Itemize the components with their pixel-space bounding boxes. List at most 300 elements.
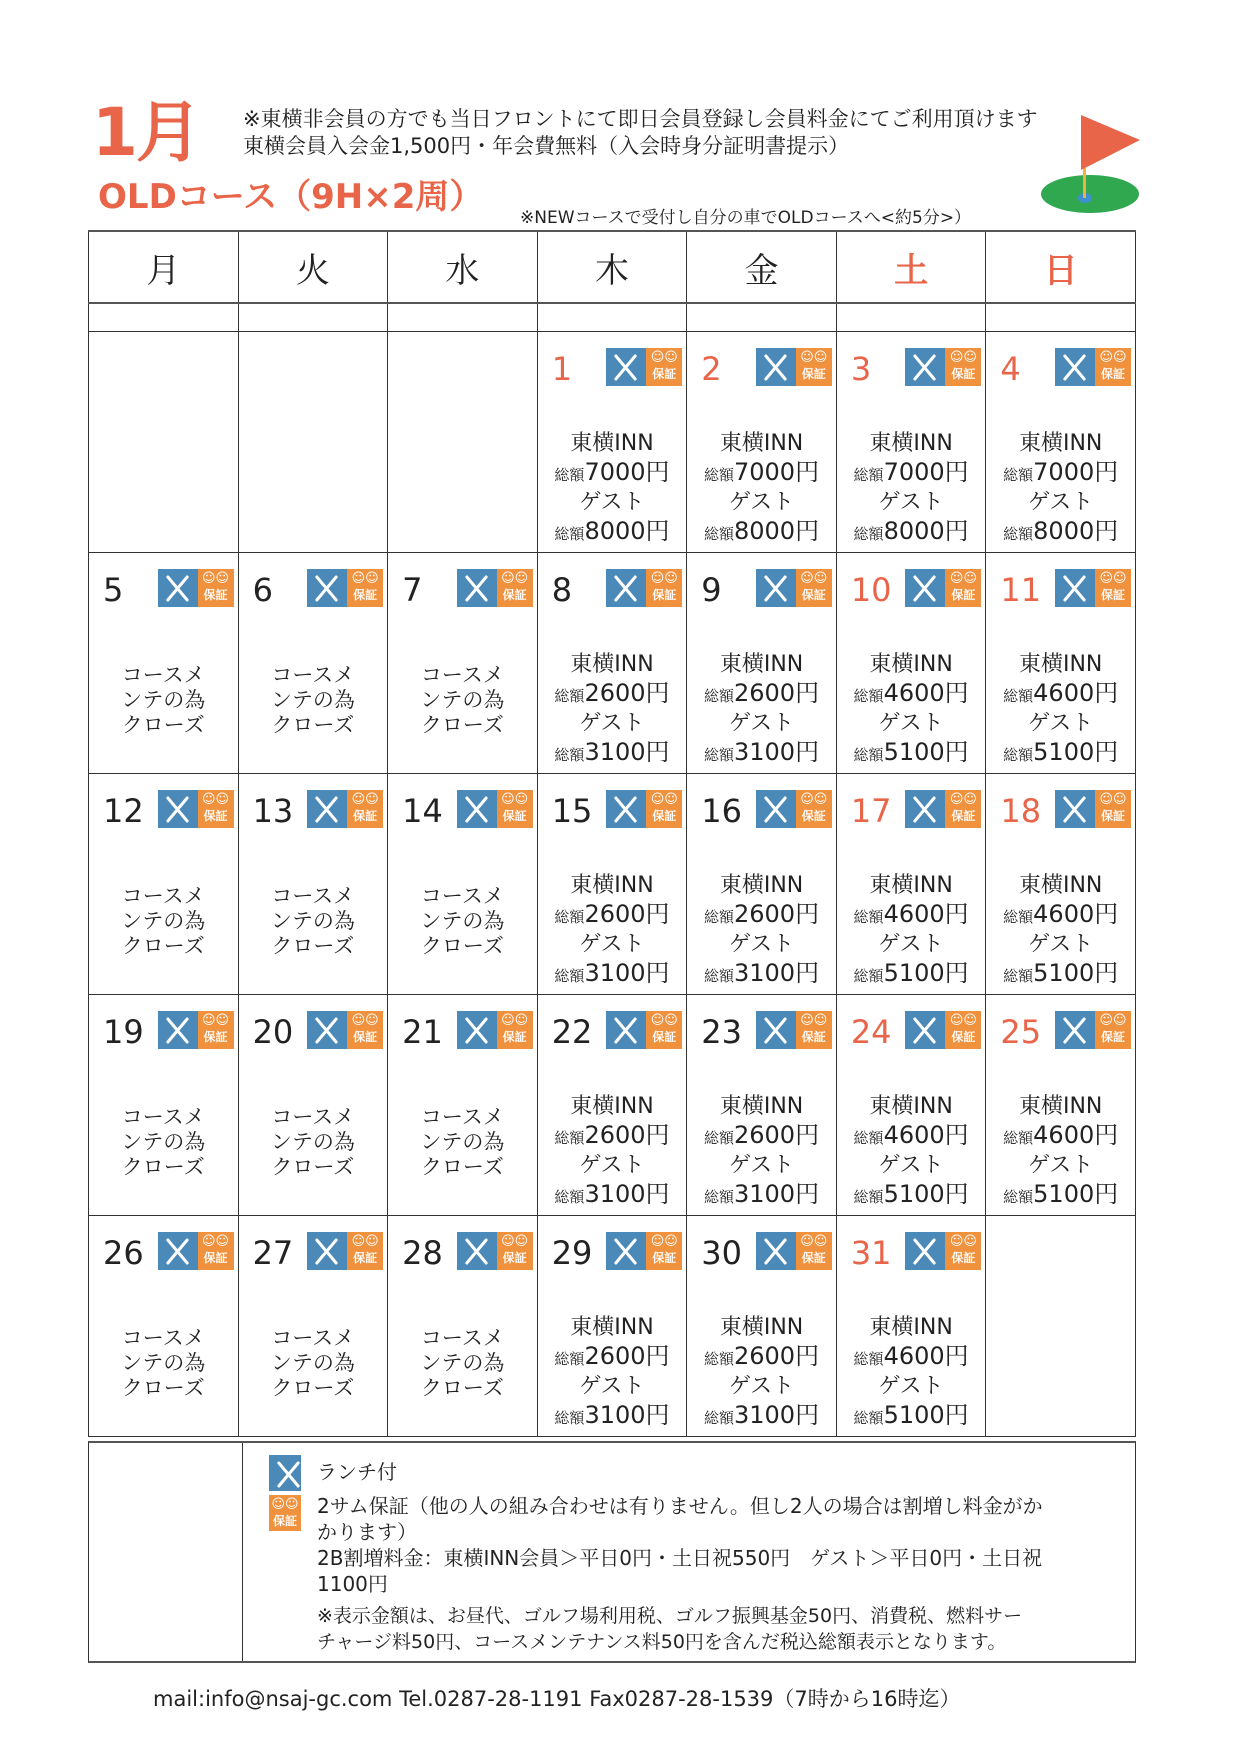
day-icons — [457, 790, 533, 828]
day-cell — [687, 1216, 837, 1437]
guest-price: 総額5100円 — [1003, 738, 1119, 766]
day-cell — [238, 1216, 388, 1437]
day-icons — [158, 790, 234, 828]
guarantee-icon: ☺☺ 保証 — [198, 790, 234, 828]
guest-price: 総額3100円 — [554, 738, 670, 766]
day-icons — [457, 1232, 533, 1270]
day-icons — [1055, 569, 1131, 607]
spacer-row — [89, 303, 1136, 332]
day-icons — [457, 1011, 533, 1049]
day-cell — [836, 1216, 986, 1437]
legend-guarantee-icon: ☺☺ 保証 — [269, 1495, 301, 1531]
day-number: 23 — [701, 1013, 742, 1051]
guarantee-line-1: 2サム保証（他の人の組み合わせは有りません。但し2人の場合は割増し料金がか — [317, 1494, 1043, 1518]
day-cell — [687, 332, 837, 553]
day-icons — [905, 1011, 981, 1049]
price-info — [837, 1314, 986, 1432]
lunch-icon — [158, 569, 198, 607]
guarantee-icon: ☺☺ 保証 — [347, 569, 383, 607]
lunch-icon — [756, 348, 796, 386]
day-cell — [836, 553, 986, 774]
day-number: 16 — [701, 792, 742, 830]
day-number: 11 — [1000, 571, 1042, 609]
guarantee-icon: ☺☺ 保証 — [945, 348, 981, 386]
day-number: 29 — [551, 1234, 593, 1272]
guest-label: ゲスト — [579, 711, 645, 736]
golf-flag-icon — [1040, 108, 1150, 218]
lunch-icon — [905, 1232, 945, 1270]
legend-divider — [242, 1443, 243, 1661]
day-number: 30 — [701, 1234, 742, 1272]
member-label: 東横INN — [1018, 652, 1103, 677]
price-info — [986, 430, 1135, 548]
guest-price: 総額8000円 — [554, 517, 670, 545]
weekday-header: 火 — [238, 231, 388, 303]
member-label: 東横INN — [719, 431, 804, 456]
day-number: 21 — [402, 1013, 443, 1051]
member-price: 総額2600円 — [703, 900, 820, 928]
guarantee-icon: ☺☺ 保証 — [497, 1011, 533, 1049]
lunch-icon — [457, 1232, 497, 1270]
note-line-2: チャージ料50円、コースメンテナンス料50円を含んだ税込総額表示となります。 — [317, 1631, 1007, 1653]
guarantee-icon: ☺☺ 保証 — [198, 1232, 234, 1270]
day-number: 18 — [1000, 792, 1042, 830]
price-info — [837, 430, 986, 548]
guest-label: ゲスト — [728, 711, 795, 736]
guest-label: ゲスト — [728, 1153, 795, 1178]
closed-notice: コースメ ンテの為 クローズ — [121, 1105, 206, 1179]
member-price: 総額2600円 — [703, 679, 820, 707]
day-icons — [606, 790, 682, 828]
day-cell — [537, 995, 687, 1216]
day-cell — [836, 332, 986, 553]
day-icons — [457, 569, 533, 607]
lunch-icon — [606, 1232, 646, 1270]
day-icons — [756, 1232, 832, 1270]
guarantee-icon: ☺☺ 保証 — [198, 1011, 234, 1049]
member-label: 東横INN — [1018, 431, 1103, 456]
guest-price: 総額3100円 — [554, 1401, 670, 1429]
member-price: 総額7000円 — [853, 458, 969, 486]
price-info — [986, 872, 1135, 990]
guarantee-icon: ☺☺ 保証 — [945, 1232, 981, 1270]
member-price: 総額7000円 — [554, 458, 670, 486]
guest-price: 総額5100円 — [853, 1180, 969, 1208]
lunch-icon — [158, 1011, 198, 1049]
guarantee-icon: ☺☺ 保証 — [497, 569, 533, 607]
guarantee-icon: ☺☺ 保証 — [646, 1011, 682, 1049]
day-icons — [606, 1232, 682, 1270]
member-label: 東横INN — [719, 652, 804, 677]
day-cell — [388, 1216, 538, 1437]
member-price: 総額2600円 — [554, 1121, 670, 1149]
member-label: 東横INN — [719, 873, 804, 898]
closed-notice: コースメ ンテの為 クローズ — [270, 884, 355, 958]
closed-notice: コースメ ンテの為 クローズ — [420, 1105, 505, 1179]
day-cell — [836, 995, 986, 1216]
member-label: 東横INN — [869, 1094, 953, 1119]
guarantee-icon: ☺☺ 保証 — [646, 790, 682, 828]
member-label: 東横INN — [1018, 1094, 1103, 1119]
note-line-1: ※表示金額は、お昼代、ゴルフ場利用税、ゴルフ振興基金50円、消費税、燃料サー — [317, 1605, 1023, 1627]
day-icons — [606, 569, 682, 607]
member-price: 総額7000円 — [703, 458, 820, 486]
day-cell — [537, 1216, 687, 1437]
contact-footer: mail:info@nsaj-gc.com Tel.0287-28-1191 Fax0287-28-1539（7時から16時迄） — [153, 1687, 961, 1711]
day-icons — [905, 348, 981, 386]
price-info — [538, 872, 687, 990]
guarantee-icon: ☺☺ 保証 — [497, 1232, 533, 1270]
guest-label: ゲスト — [728, 1374, 795, 1399]
guest-price: 総額5100円 — [1003, 959, 1119, 987]
guest-price: 総額3100円 — [703, 738, 820, 766]
member-label: 東横INN — [719, 1315, 804, 1340]
day-icons — [1055, 790, 1131, 828]
day-number: 24 — [850, 1013, 892, 1051]
member-notice — [243, 106, 1038, 160]
lunch-icon — [307, 1011, 347, 1049]
lunch-icon — [158, 790, 198, 828]
lunch-icon — [1055, 348, 1095, 386]
day-cell — [537, 774, 687, 995]
guest-label: ゲスト — [1028, 490, 1094, 515]
day-icons — [1055, 348, 1131, 386]
member-label: 東横INN — [570, 1094, 654, 1119]
week-row — [89, 553, 1136, 774]
day-number: 13 — [252, 792, 294, 830]
price-info — [837, 872, 986, 990]
lunch-icon — [905, 1011, 945, 1049]
day-icons — [307, 1232, 383, 1270]
closed-notice: コースメ ンテの為 クローズ — [121, 663, 206, 737]
day-cell — [986, 995, 1136, 1216]
price-info — [538, 430, 687, 548]
day-number: 8 — [551, 571, 573, 609]
day-cell — [986, 553, 1136, 774]
closed-notice: コースメ ンテの為 クローズ — [420, 884, 505, 958]
calendar-table — [88, 230, 1136, 1437]
guarantee-icon: ☺☺ 保証 — [198, 569, 234, 607]
day-cell — [537, 332, 687, 553]
guest-price: 総額5100円 — [853, 1401, 969, 1429]
lunch-icon — [606, 1011, 646, 1049]
price-info — [986, 651, 1135, 769]
member-label: 東横INN — [869, 873, 953, 898]
member-label: 東横INN — [570, 873, 654, 898]
day-icons — [606, 1011, 682, 1049]
day-number: 5 — [103, 571, 124, 609]
member-price: 総額2600円 — [554, 1342, 670, 1370]
price-info — [538, 1093, 687, 1211]
price-info — [837, 651, 986, 769]
guarantee-icon: ☺☺ 保証 — [796, 348, 832, 386]
lunch-icon — [1055, 1011, 1095, 1049]
guest-label: ゲスト — [878, 711, 944, 736]
guarantee-icon: ☺☺ 保証 — [945, 1011, 981, 1049]
day-icons — [307, 1011, 383, 1049]
closed-notice: コースメ ンテの為 クローズ — [270, 1326, 355, 1400]
day-cell — [986, 332, 1136, 553]
day-icons — [756, 569, 832, 607]
week-row — [89, 774, 1136, 995]
day-icons — [606, 348, 682, 386]
day-number: 6 — [252, 571, 273, 609]
guest-label: ゲスト — [878, 932, 944, 957]
lunch-icon — [905, 790, 945, 828]
day-cell — [89, 995, 239, 1216]
empty-day-cell — [388, 332, 538, 553]
week-row — [89, 995, 1136, 1216]
day-number: 15 — [551, 792, 593, 830]
guarantee-line-2: かります） — [317, 1520, 417, 1544]
course-title: OLDコース（9H×2周） — [98, 177, 484, 217]
price-info — [986, 1093, 1135, 1211]
guest-label: ゲスト — [1028, 1153, 1094, 1178]
empty-day-cell — [89, 332, 239, 553]
member-price: 総額2600円 — [554, 679, 670, 707]
lunch-icon — [307, 1232, 347, 1270]
guest-price: 総額3100円 — [554, 959, 670, 987]
closed-notice: コースメ ンテの為 クローズ — [420, 663, 505, 737]
weekday-header: 金 — [687, 231, 837, 303]
guarantee-icon: ☺☺ 保証 — [796, 1232, 832, 1270]
closed-notice: コースメ ンテの為 クローズ — [420, 1326, 505, 1400]
day-icons — [756, 348, 832, 386]
weekday-header: 木 — [537, 231, 687, 303]
day-number: 26 — [103, 1234, 144, 1272]
day-number: 12 — [103, 792, 144, 830]
guarantee-icon: ☺☺ 保証 — [1095, 1011, 1131, 1049]
member-label: 東横INN — [869, 1315, 953, 1340]
lunch-icon — [905, 569, 945, 607]
course-note: ※NEWコースで受付し自分の車でOLDコースへ<約5分>） — [520, 208, 972, 228]
lunch-icon — [457, 569, 497, 607]
empty-day-cell — [986, 1216, 1136, 1437]
day-number: 17 — [850, 792, 892, 830]
day-icons — [158, 1232, 234, 1270]
guest-price: 総額8000円 — [1003, 517, 1119, 545]
guest-price: 総額3100円 — [703, 1180, 820, 1208]
guarantee-icon: ☺☺ 保証 — [1095, 790, 1131, 828]
day-icons — [307, 790, 383, 828]
legend-guarantee-text — [317, 1493, 1043, 1597]
day-icons — [1055, 1011, 1131, 1049]
member-price: 総額4600円 — [853, 1121, 969, 1149]
lunch-icon — [756, 1232, 796, 1270]
guest-label: ゲスト — [878, 1374, 944, 1399]
lunch-icon — [1055, 569, 1095, 607]
lunch-icon — [1055, 790, 1095, 828]
weekday-header-row — [89, 231, 1136, 303]
price-info — [687, 430, 836, 548]
guarantee-icon: ☺☺ 保証 — [347, 1011, 383, 1049]
guarantee-icon: ☺☺ 保証 — [945, 790, 981, 828]
price-info — [837, 1093, 986, 1211]
day-number: 2 — [701, 350, 722, 388]
member-price: 総額4600円 — [1003, 900, 1119, 928]
day-number: 25 — [1000, 1013, 1042, 1051]
day-icons — [158, 569, 234, 607]
legend-lunch-icon — [269, 1455, 301, 1491]
day-icons — [905, 790, 981, 828]
day-number: 31 — [850, 1234, 892, 1272]
weekday-header: 日 — [986, 231, 1136, 303]
day-number: 9 — [701, 571, 722, 609]
lunch-icon — [457, 790, 497, 828]
month-heading: 1月 — [92, 94, 200, 171]
price-info — [538, 651, 687, 769]
guest-label: ゲスト — [1028, 711, 1094, 736]
day-icons — [756, 1011, 832, 1049]
closed-notice: コースメ ンテの為 クローズ — [121, 884, 206, 958]
member-price: 総額4600円 — [853, 900, 969, 928]
day-number: 14 — [402, 792, 443, 830]
price-info — [687, 872, 836, 990]
lunch-icon — [457, 1011, 497, 1049]
lunch-icon — [756, 1011, 796, 1049]
day-cell — [388, 995, 538, 1216]
guest-label: ゲスト — [579, 490, 645, 515]
day-cell — [388, 553, 538, 774]
member-label: 東横INN — [570, 431, 654, 456]
guarantee-icon: ☺☺ 保証 — [646, 569, 682, 607]
legend-lunch-label: ランチ付 — [317, 1460, 397, 1484]
day-number: 22 — [551, 1013, 593, 1051]
guest-price: 総額3100円 — [703, 1401, 820, 1429]
day-cell — [986, 774, 1136, 995]
weekday-header: 土 — [836, 231, 986, 303]
member-label: 東横INN — [1018, 873, 1103, 898]
day-cell — [238, 553, 388, 774]
member-price: 総額4600円 — [853, 679, 969, 707]
member-price: 総額2600円 — [703, 1342, 820, 1370]
lunch-icon — [606, 790, 646, 828]
day-number: 20 — [252, 1013, 294, 1051]
day-cell — [687, 774, 837, 995]
day-icons — [905, 1232, 981, 1270]
day-icons — [307, 569, 383, 607]
notice-line-1: ※東横非会員の方でも当日フロントにて即日会員登録し会員料金にてご利用頂けます — [243, 107, 1038, 131]
guest-price: 総額5100円 — [853, 738, 969, 766]
lunch-icon — [905, 348, 945, 386]
day-cell — [836, 774, 986, 995]
day-cell — [89, 774, 239, 995]
guarantee-icon: ☺☺ 保証 — [347, 1232, 383, 1270]
legend-price-note — [317, 1603, 1022, 1655]
lunch-icon — [606, 348, 646, 386]
day-icons — [905, 569, 981, 607]
day-cell — [687, 553, 837, 774]
closed-notice: コースメ ンテの為 クローズ — [270, 1105, 355, 1179]
day-cell — [537, 553, 687, 774]
legend-box — [88, 1441, 1136, 1663]
day-cell — [687, 995, 837, 1216]
member-price: 総額4600円 — [1003, 679, 1119, 707]
member-label: 東横INN — [719, 1094, 804, 1119]
guarantee-icon: ☺☺ 保証 — [646, 1232, 682, 1270]
member-price: 総額2600円 — [554, 900, 670, 928]
day-number: 28 — [402, 1234, 443, 1272]
guest-price: 総額5100円 — [1003, 1180, 1119, 1208]
guarantee-icon: ☺☺ 保証 — [1095, 569, 1131, 607]
guest-label: ゲスト — [579, 932, 645, 957]
guarantee-icon: ☺☺ 保証 — [497, 790, 533, 828]
guarantee-icon: ☺☺ 保証 — [347, 790, 383, 828]
closed-notice: コースメ ンテの為 クローズ — [121, 1326, 206, 1400]
guest-price: 総額5100円 — [853, 959, 969, 987]
day-cell — [238, 774, 388, 995]
notice-line-2: 東横会員入会金1,500円・年会費無料（入会時身分証明書提示） — [243, 134, 850, 158]
guest-label: ゲスト — [728, 490, 795, 515]
guarantee-icon: ☺☺ 保証 — [796, 1011, 832, 1049]
day-cell — [89, 553, 239, 774]
guest-label: ゲスト — [728, 932, 795, 957]
member-label: 東横INN — [869, 652, 953, 677]
day-icons — [158, 1011, 234, 1049]
closed-notice: コースメ ンテの為 クローズ — [270, 663, 355, 737]
day-number: 1 — [551, 350, 573, 388]
lunch-icon — [307, 790, 347, 828]
guarantee-icon: ☺☺ 保証 — [945, 569, 981, 607]
guarantee-icon: ☺☺ 保証 — [796, 569, 832, 607]
member-price: 総額4600円 — [853, 1342, 969, 1370]
lunch-icon — [158, 1232, 198, 1270]
day-cell — [238, 995, 388, 1216]
guest-label: ゲスト — [1028, 932, 1094, 957]
lunch-icon — [756, 790, 796, 828]
surcharge-line-1: 2B割増料金：東横INN会員＞平日0円・土日祝550円 ゲスト＞平日0円・土日祝 — [317, 1546, 1043, 1570]
lunch-icon — [756, 569, 796, 607]
guest-price: 総額8000円 — [853, 517, 969, 545]
surcharge-line-2: 1100円 — [317, 1572, 388, 1596]
guest-price: 総額3100円 — [554, 1180, 670, 1208]
price-info — [687, 1314, 836, 1432]
guest-label: ゲスト — [579, 1374, 645, 1399]
day-icons — [756, 790, 832, 828]
day-number: 19 — [103, 1013, 144, 1051]
price-info — [538, 1314, 687, 1432]
price-info — [687, 1093, 836, 1211]
week-row — [89, 332, 1136, 553]
day-number: 27 — [252, 1234, 294, 1272]
lunch-icon — [307, 569, 347, 607]
guest-price: 総額8000円 — [703, 517, 820, 545]
guest-price: 総額3100円 — [703, 959, 820, 987]
guest-label: ゲスト — [579, 1153, 645, 1178]
day-cell — [89, 1216, 239, 1437]
day-number: 4 — [1000, 350, 1021, 388]
price-info — [687, 651, 836, 769]
weekday-header: 水 — [388, 231, 538, 303]
guest-label: ゲスト — [878, 1153, 944, 1178]
day-number: 3 — [850, 350, 872, 388]
member-price: 総額2600円 — [703, 1121, 820, 1149]
day-number: 7 — [402, 571, 423, 609]
guarantee-icon: ☺☺ 保証 — [646, 348, 682, 386]
day-number: 10 — [850, 571, 892, 609]
day-cell — [388, 774, 538, 995]
member-price: 総額7000円 — [1003, 458, 1119, 486]
guest-label: ゲスト — [878, 490, 944, 515]
member-label: 東横INN — [570, 652, 654, 677]
lunch-icon — [606, 569, 646, 607]
week-row — [89, 1216, 1136, 1437]
guarantee-icon: ☺☺ 保証 — [1095, 348, 1131, 386]
empty-day-cell — [238, 332, 388, 553]
guarantee-icon: ☺☺ 保証 — [796, 790, 832, 828]
weekday-header: 月 — [89, 231, 239, 303]
member-label: 東横INN — [570, 1315, 654, 1340]
